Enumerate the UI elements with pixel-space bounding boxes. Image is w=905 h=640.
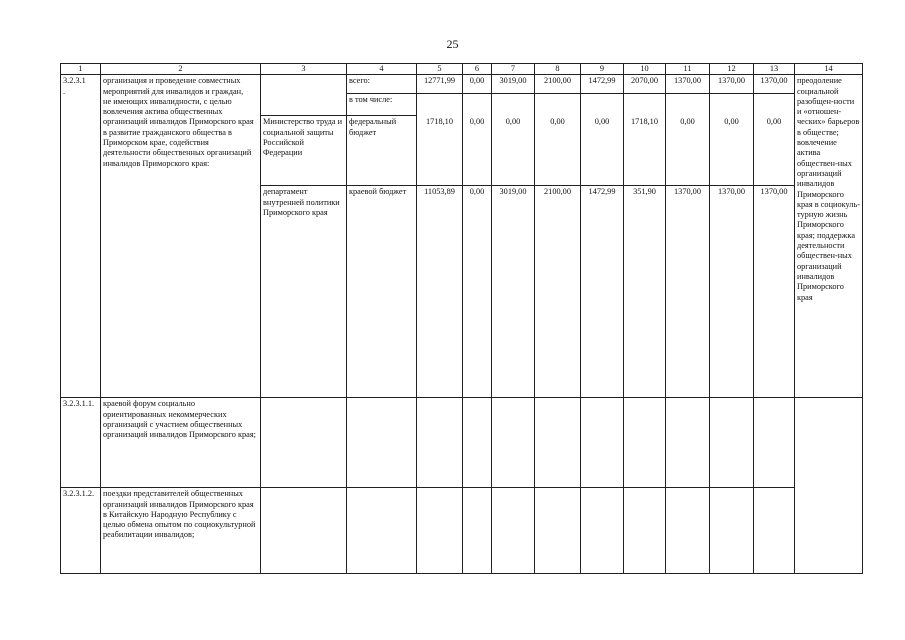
col-header: 3 (261, 64, 347, 75)
col-header: 12 (710, 64, 754, 75)
value-cell: 0,00 (710, 116, 754, 186)
value-cell: 0,00 (666, 116, 710, 186)
value-cell: 0,00 (463, 116, 492, 186)
value-cell: 12771,99 (417, 75, 463, 94)
col-header: 4 (347, 64, 417, 75)
value-cell: 1370,00 (754, 75, 795, 94)
value-cell: 351,90 (624, 186, 666, 398)
value-cell: 1370,00 (666, 186, 710, 398)
executor-federal: Министерство труда и социальной защиты Российской Федерации (261, 116, 347, 186)
col-header: 8 (535, 64, 581, 75)
value-cell: 1472,99 (581, 186, 624, 398)
value-cell: 2070,00 (624, 75, 666, 94)
value-cell: 0,00 (492, 116, 535, 186)
value-cell: 0,00 (581, 116, 624, 186)
value-cell: 3019,00 (492, 186, 535, 398)
value-cell: 1370,00 (754, 186, 795, 398)
col-header: 14 (795, 64, 863, 75)
row-code: 3.2.3.1.1. (61, 398, 101, 488)
executor-cell (261, 75, 347, 116)
value-cell: 1370,00 (710, 186, 754, 398)
value-cell: 1370,00 (710, 75, 754, 94)
executor-regional: департамент внутренней политики Приморского края (261, 186, 347, 398)
col-header: 11 (666, 64, 710, 75)
row-name: краевой форум социально ориентированных некоммерческих организаций с участием общественных организаций инвалидов Приморского края; (101, 398, 261, 488)
col-header: 5 (417, 64, 463, 75)
row-code: 3.2.3.1 . (61, 75, 101, 398)
col-header: 2 (101, 64, 261, 75)
col-header: 7 (492, 64, 535, 75)
program-table (60, 63, 863, 574)
row-name: организация и проведение совместных мероприятий для инвалидов и граждан, не имеющих инвалидности, с целью вовлечения актива общественных организаций инвалидов Приморского края в развитие гражданского общества в Приморском крае, содействия деятельности общественных организаций инвалидов Приморского края: (101, 75, 261, 398)
header-row (61, 64, 863, 75)
row-name: поездки представителей общественных организаций инвалидов Приморского края в Китайскую Народную Республику с целью обмена опытом по социокультурной реабилитации инвалидов; (101, 488, 261, 574)
source-regional: краевой бюджет (347, 186, 417, 398)
value-cell: 2100,00 (535, 186, 581, 398)
value-cell: 0,00 (463, 75, 492, 94)
col-header: 13 (754, 64, 795, 75)
page-number: 25 (446, 37, 459, 51)
table-row-32311 (61, 398, 863, 488)
source-federal: федеральный бюджет (347, 116, 417, 186)
result-cell: преодоление социальной разобщен-ности и «отношен-ческих» барьеров в обществе; вовлечение актива обществен-ных организаций инвалидов Приморского края в социокуль-турную жизнь Приморского края; поддержка деятельности обществен-ных организаций инвалидов Приморского края (795, 75, 863, 398)
value-cell: 1718,10 (417, 116, 463, 186)
table-row-total (61, 75, 863, 94)
value-cell: 11053,89 (417, 186, 463, 398)
value-cell: 2100,00 (535, 75, 581, 94)
source-incl: в том числе: (347, 94, 417, 116)
source-total: всего: (347, 75, 417, 94)
value-cell: 1472,99 (581, 75, 624, 94)
table-row-32312 (61, 488, 863, 574)
value-cell: 3019,00 (492, 75, 535, 94)
result-cell-empty (795, 398, 863, 574)
value-cell: 0,00 (535, 116, 581, 186)
col-header: 1 (61, 64, 101, 75)
value-cell: 0,00 (754, 116, 795, 186)
value-cell: 0,00 (463, 186, 492, 398)
row-code: 3.2.3.1.2. (61, 488, 101, 574)
col-header: 9 (581, 64, 624, 75)
col-header: 6 (463, 64, 492, 75)
value-cell: 1718,10 (624, 116, 666, 186)
col-header: 10 (624, 64, 666, 75)
value-cell: 1370,00 (666, 75, 710, 94)
